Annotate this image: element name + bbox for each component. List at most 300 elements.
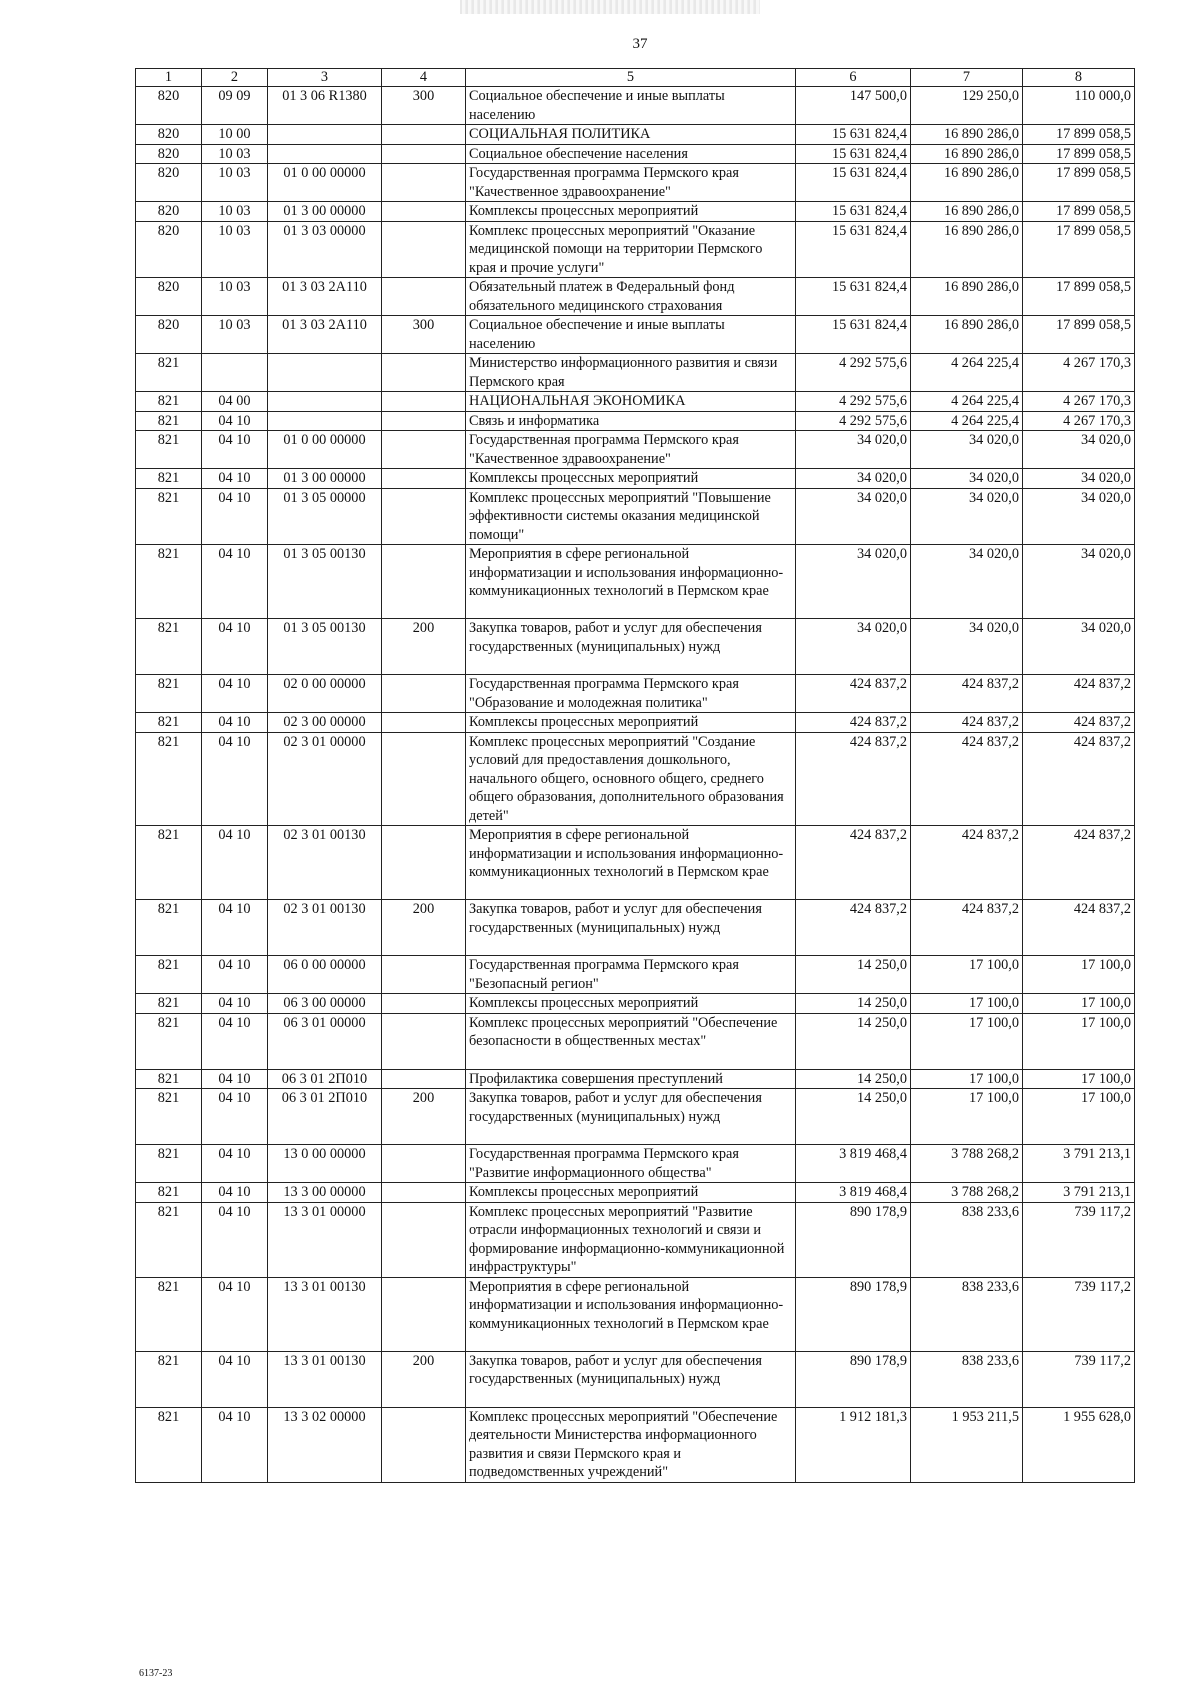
cell-amount-year-2: 424 837,2 [911,713,1023,733]
cell-section-code: 10 03 [202,144,268,164]
cell-expense-type-code [382,354,466,392]
table-row [136,1202,1135,1277]
page-number: 37 [632,36,648,52]
cell-expense-type-code [382,713,466,733]
cell-grbs-code: 821 [136,956,202,994]
cell-amount-year-2: 34 020,0 [911,619,1023,675]
cell-expense-type-code [382,469,466,489]
cell-description: Мероприятия в сфере региональной информатизации и использования информационно-коммуникационных технологий в Пермском крае [466,1277,796,1351]
cell-grbs-code: 821 [136,411,202,431]
cell-amount-year-2: 838 233,6 [911,1202,1023,1277]
cell-expense-type-code [382,545,466,619]
cell-expense-type-code [382,278,466,316]
cell-section-code: 04 10 [202,956,268,994]
table-row [136,713,1135,733]
cell-amount-year-2: 34 020,0 [911,431,1023,469]
cell-amount-year-3: 424 837,2 [1023,732,1135,826]
cell-grbs-code: 821 [136,900,202,956]
cell-amount-year-2: 17 100,0 [911,994,1023,1014]
cell-amount-year-2: 34 020,0 [911,545,1023,619]
cell-description: Комплексы процессных мероприятий [466,202,796,222]
cell-grbs-code: 821 [136,1351,202,1407]
cell-amount-year-2: 424 837,2 [911,900,1023,956]
cell-description: Закупка товаров, работ и услуг для обеспечения государственных (муниципальных) нужд [466,619,796,675]
cell-amount-year-3: 34 020,0 [1023,488,1135,545]
cell-section-code: 04 10 [202,619,268,675]
table-row [136,1069,1135,1089]
cell-grbs-code: 821 [136,713,202,733]
cell-target-article-code: 13 3 01 00000 [268,1202,382,1277]
cell-amount-year-1: 15 631 824,4 [796,144,911,164]
cell-amount-year-2: 17 100,0 [911,1069,1023,1089]
cell-amount-year-3: 739 117,2 [1023,1202,1135,1277]
cell-amount-year-2: 17 100,0 [911,1013,1023,1069]
cell-description: Комплекс процессных мероприятий "Повышение эффективности системы оказания медицинской помощи" [466,488,796,545]
cell-amount-year-2: 17 100,0 [911,956,1023,994]
table-body [136,87,1135,1483]
column-header-3: 3 [268,69,382,87]
cell-description: Министерство информационного развития и связи Пермского края [466,354,796,392]
cell-section-code: 04 10 [202,545,268,619]
cell-amount-year-1: 1 912 181,3 [796,1407,911,1482]
cell-expense-type-code [382,144,466,164]
cell-target-article-code: 06 3 01 2П010 [268,1089,382,1145]
cell-grbs-code: 821 [136,826,202,900]
cell-section-code: 10 03 [202,316,268,354]
cell-target-article-code: 06 3 00 00000 [268,994,382,1014]
cell-amount-year-2: 34 020,0 [911,488,1023,545]
column-header-5: 5 [466,69,796,87]
cell-section-code: 04 10 [202,994,268,1014]
cell-amount-year-2: 424 837,2 [911,675,1023,713]
cell-amount-year-1: 14 250,0 [796,1013,911,1069]
cell-description: Комплексы процессных мероприятий [466,469,796,489]
table-row [136,732,1135,826]
cell-expense-type-code: 200 [382,900,466,956]
column-header-1: 1 [136,69,202,87]
footer-document-code: 6137-23 [139,1668,173,1679]
cell-grbs-code: 821 [136,392,202,412]
cell-amount-year-2: 1 953 211,5 [911,1407,1023,1482]
cell-target-article-code [268,144,382,164]
cell-amount-year-3: 110 000,0 [1023,87,1135,125]
cell-target-article-code: 02 3 01 00000 [268,732,382,826]
cell-section-code: 10 03 [202,278,268,316]
cell-amount-year-1: 34 020,0 [796,469,911,489]
cell-grbs-code: 821 [136,1183,202,1203]
cell-expense-type-code [382,164,466,202]
table-row [136,994,1135,1014]
cell-expense-type-code [382,392,466,412]
cell-target-article-code: 01 3 03 2А110 [268,316,382,354]
cell-amount-year-1: 424 837,2 [796,826,911,900]
table-row [136,545,1135,619]
cell-expense-type-code: 200 [382,619,466,675]
cell-grbs-code: 821 [136,1277,202,1351]
cell-description: Социальное обеспечение и иные выплаты населению [466,87,796,125]
cell-target-article-code [268,411,382,431]
cell-amount-year-2: 4 264 225,4 [911,411,1023,431]
cell-section-code: 04 10 [202,1183,268,1203]
cell-amount-year-3: 17 899 058,5 [1023,202,1135,222]
cell-target-article-code: 01 3 03 00000 [268,221,382,278]
cell-amount-year-1: 14 250,0 [796,994,911,1014]
cell-section-code: 04 10 [202,826,268,900]
cell-expense-type-code [382,202,466,222]
cell-section-code: 04 10 [202,1407,268,1482]
cell-target-article-code: 01 3 00 00000 [268,469,382,489]
cell-section-code: 10 03 [202,202,268,222]
cell-grbs-code: 820 [136,316,202,354]
cell-description: Государственная программа Пермского края "Качественное здравоохранение" [466,431,796,469]
cell-amount-year-1: 34 020,0 [796,431,911,469]
cell-amount-year-1: 34 020,0 [796,619,911,675]
cell-section-code: 04 10 [202,713,268,733]
cell-amount-year-1: 15 631 824,4 [796,125,911,145]
cell-section-code: 04 10 [202,1145,268,1183]
table-row [136,1145,1135,1183]
cell-expense-type-code [382,1202,466,1277]
cell-target-article-code: 13 3 00 00000 [268,1183,382,1203]
cell-amount-year-2: 17 100,0 [911,1089,1023,1145]
cell-amount-year-2: 424 837,2 [911,826,1023,900]
cell-section-code: 04 00 [202,392,268,412]
cell-amount-year-3: 4 267 170,3 [1023,411,1135,431]
table-row [136,87,1135,125]
cell-amount-year-3: 17 899 058,5 [1023,164,1135,202]
table-row [136,392,1135,412]
cell-grbs-code: 821 [136,354,202,392]
cell-amount-year-3: 739 117,2 [1023,1351,1135,1407]
cell-amount-year-2: 16 890 286,0 [911,221,1023,278]
cell-amount-year-3: 4 267 170,3 [1023,392,1135,412]
cell-amount-year-3: 3 791 213,1 [1023,1183,1135,1203]
cell-target-article-code: 06 3 01 00000 [268,1013,382,1069]
cell-section-code: 04 10 [202,1277,268,1351]
table-row [136,1277,1135,1351]
cell-amount-year-2: 3 788 268,2 [911,1183,1023,1203]
cell-description: Государственная программа Пермского края "Безопасный регион" [466,956,796,994]
cell-target-article-code: 06 3 01 2П010 [268,1069,382,1089]
cell-description: Комплекс процессных мероприятий "Развитие отрасли информационных технологий и связи и формирование информационно-коммуникационной инфраструктуры" [466,1202,796,1277]
cell-amount-year-1: 14 250,0 [796,1069,911,1089]
cell-amount-year-2: 16 890 286,0 [911,202,1023,222]
cell-description: Комплексы процессных мероприятий [466,994,796,1014]
cell-amount-year-1: 424 837,2 [796,732,911,826]
cell-target-article-code: 02 3 00 00000 [268,713,382,733]
cell-amount-year-2: 16 890 286,0 [911,316,1023,354]
cell-expense-type-code [382,826,466,900]
table-row [136,619,1135,675]
cell-grbs-code: 821 [136,994,202,1014]
cell-amount-year-1: 14 250,0 [796,1089,911,1145]
cell-amount-year-3: 34 020,0 [1023,469,1135,489]
cell-description: Социальное обеспечение и иные выплаты населению [466,316,796,354]
cell-description: Государственная программа Пермского края "Развитие информационного общества" [466,1145,796,1183]
cell-amount-year-1: 34 020,0 [796,488,911,545]
cell-amount-year-1: 15 631 824,4 [796,316,911,354]
cell-amount-year-3: 34 020,0 [1023,619,1135,675]
cell-amount-year-2: 129 250,0 [911,87,1023,125]
cell-section-code: 04 10 [202,1013,268,1069]
cell-expense-type-code: 200 [382,1089,466,1145]
cell-amount-year-3: 17 100,0 [1023,994,1135,1014]
cell-amount-year-1: 424 837,2 [796,675,911,713]
cell-description: Связь и информатика [466,411,796,431]
cell-grbs-code: 820 [136,144,202,164]
table-row [136,675,1135,713]
cell-expense-type-code [382,956,466,994]
table-row [136,1351,1135,1407]
cell-expense-type-code [382,431,466,469]
cell-section-code: 04 10 [202,732,268,826]
cell-target-article-code [268,125,382,145]
table-row [136,278,1135,316]
cell-amount-year-2: 4 264 225,4 [911,392,1023,412]
column-header-8: 8 [1023,69,1135,87]
cell-grbs-code: 821 [136,1407,202,1482]
cell-amount-year-3: 17 100,0 [1023,1069,1135,1089]
cell-amount-year-1: 15 631 824,4 [796,202,911,222]
table-row [136,1407,1135,1482]
cell-grbs-code: 821 [136,1202,202,1277]
cell-amount-year-2: 838 233,6 [911,1351,1023,1407]
cell-amount-year-2: 838 233,6 [911,1277,1023,1351]
cell-section-code: 09 09 [202,87,268,125]
cell-expense-type-code [382,1145,466,1183]
cell-target-article-code: 13 0 00 00000 [268,1145,382,1183]
header-row [136,69,1135,87]
cell-grbs-code: 821 [136,488,202,545]
table-row [136,164,1135,202]
cell-amount-year-1: 890 178,9 [796,1202,911,1277]
cell-target-article-code [268,392,382,412]
cell-amount-year-3: 424 837,2 [1023,826,1135,900]
cell-amount-year-1: 890 178,9 [796,1277,911,1351]
cell-description: Комплекс процессных мероприятий "Оказание медицинской помощи на территории Пермского края и прочие услуги" [466,221,796,278]
cell-description: Обязательный платеж в Федеральный фонд обязательного медицинского страхования [466,278,796,316]
table-row [136,488,1135,545]
cell-expense-type-code: 300 [382,87,466,125]
column-header-7: 7 [911,69,1023,87]
cell-description: Закупка товаров, работ и услуг для обеспечения государственных (муниципальных) нужд [466,1351,796,1407]
cell-target-article-code: 02 3 01 00130 [268,826,382,900]
cell-amount-year-3: 17 899 058,5 [1023,278,1135,316]
cell-target-article-code: 01 3 05 00130 [268,619,382,675]
cell-target-article-code: 02 0 00 00000 [268,675,382,713]
cell-amount-year-1: 4 292 575,6 [796,411,911,431]
cell-description: Профилактика совершения преступлений [466,1069,796,1089]
cell-target-article-code: 01 3 03 2А110 [268,278,382,316]
cell-grbs-code: 821 [136,1145,202,1183]
table-row [136,1013,1135,1069]
cell-amount-year-3: 17 899 058,5 [1023,221,1135,278]
cell-section-code: 04 10 [202,469,268,489]
table-row [136,144,1135,164]
table-row [136,826,1135,900]
cell-amount-year-3: 739 117,2 [1023,1277,1135,1351]
cell-section-code [202,354,268,392]
cell-description: Комплексы процессных мероприятий [466,713,796,733]
cell-description: Закупка товаров, работ и услуг для обеспечения государственных (муниципальных) нужд [466,1089,796,1145]
cell-amount-year-1: 3 819 468,4 [796,1183,911,1203]
cell-amount-year-2: 3 788 268,2 [911,1145,1023,1183]
cell-expense-type-code [382,1277,466,1351]
cell-amount-year-3: 17 100,0 [1023,1089,1135,1145]
cell-amount-year-1: 34 020,0 [796,545,911,619]
cell-section-code: 04 10 [202,1202,268,1277]
cell-target-article-code: 01 3 00 00000 [268,202,382,222]
cell-target-article-code: 06 0 00 00000 [268,956,382,994]
cell-target-article-code: 02 3 01 00130 [268,900,382,956]
cell-description: НАЦИОНАЛЬНАЯ ЭКОНОМИКА [466,392,796,412]
column-header-4: 4 [382,69,466,87]
cell-description: Комплекс процессных мероприятий "Обеспечение безопасности в общественных местах" [466,1013,796,1069]
cell-amount-year-3: 424 837,2 [1023,675,1135,713]
cell-target-article-code: 01 3 05 00000 [268,488,382,545]
cell-expense-type-code: 300 [382,316,466,354]
table-row [136,125,1135,145]
cell-grbs-code: 820 [136,87,202,125]
cell-amount-year-1: 15 631 824,4 [796,221,911,278]
cell-amount-year-1: 15 631 824,4 [796,278,911,316]
cell-expense-type-code: 200 [382,1351,466,1407]
cell-grbs-code: 821 [136,431,202,469]
cell-amount-year-3: 424 837,2 [1023,713,1135,733]
cell-description: Комплекс процессных мероприятий "Создание условий для предоставления дошкольного, начального общего, основного общего, среднего общего образования, дополнительного образования детей" [466,732,796,826]
table-row [136,354,1135,392]
cell-grbs-code: 820 [136,278,202,316]
cell-amount-year-1: 15 631 824,4 [796,164,911,202]
cell-grbs-code: 821 [136,619,202,675]
cell-grbs-code: 821 [136,1013,202,1069]
cell-description: Мероприятия в сфере региональной информатизации и использования информационно-коммуникационных технологий в Пермском крае [466,826,796,900]
cell-expense-type-code [382,125,466,145]
cell-expense-type-code [382,1069,466,1089]
cell-amount-year-3: 17 100,0 [1023,956,1135,994]
cell-grbs-code: 820 [136,221,202,278]
table-row [136,956,1135,994]
cell-grbs-code: 821 [136,469,202,489]
cell-target-article-code: 13 3 02 00000 [268,1407,382,1482]
cell-grbs-code: 820 [136,202,202,222]
cell-description: Комплексы процессных мероприятий [466,1183,796,1203]
cell-expense-type-code [382,1407,466,1482]
cell-amount-year-2: 16 890 286,0 [911,144,1023,164]
budget-table [135,68,1135,1483]
cell-amount-year-2: 4 264 225,4 [911,354,1023,392]
cell-amount-year-3: 4 267 170,3 [1023,354,1135,392]
cell-section-code: 04 10 [202,488,268,545]
cell-expense-type-code [382,675,466,713]
cell-expense-type-code [382,994,466,1014]
cell-grbs-code: 821 [136,1069,202,1089]
cell-section-code: 04 10 [202,411,268,431]
cell-expense-type-code [382,732,466,826]
scan-artifact [460,0,760,14]
cell-amount-year-2: 424 837,2 [911,732,1023,826]
cell-grbs-code: 821 [136,732,202,826]
cell-amount-year-1: 147 500,0 [796,87,911,125]
cell-amount-year-1: 424 837,2 [796,713,911,733]
cell-grbs-code: 820 [136,164,202,202]
column-header-2: 2 [202,69,268,87]
cell-section-code: 04 10 [202,900,268,956]
cell-amount-year-1: 14 250,0 [796,956,911,994]
cell-section-code: 04 10 [202,1069,268,1089]
cell-target-article-code: 01 3 05 00130 [268,545,382,619]
cell-amount-year-1: 424 837,2 [796,900,911,956]
cell-amount-year-2: 16 890 286,0 [911,278,1023,316]
table-row [136,1089,1135,1145]
table-row [136,1183,1135,1203]
cell-description: Государственная программа Пермского края "Образование и молодежная политика" [466,675,796,713]
table-row [136,900,1135,956]
cell-description: Закупка товаров, работ и услуг для обеспечения государственных (муниципальных) нужд [466,900,796,956]
table-row [136,469,1135,489]
cell-expense-type-code [382,488,466,545]
table-row [136,411,1135,431]
cell-amount-year-1: 4 292 575,6 [796,354,911,392]
cell-amount-year-3: 424 837,2 [1023,900,1135,956]
cell-target-article-code [268,354,382,392]
cell-amount-year-3: 3 791 213,1 [1023,1145,1135,1183]
cell-amount-year-3: 34 020,0 [1023,545,1135,619]
cell-expense-type-code [382,1013,466,1069]
cell-amount-year-3: 17 100,0 [1023,1013,1135,1069]
column-header-6: 6 [796,69,911,87]
cell-section-code: 10 03 [202,164,268,202]
cell-description: Государственная программа Пермского края "Качественное здравоохранение" [466,164,796,202]
cell-amount-year-3: 17 899 058,5 [1023,125,1135,145]
cell-target-article-code: 01 0 00 00000 [268,164,382,202]
cell-section-code: 10 03 [202,221,268,278]
table-row [136,316,1135,354]
cell-amount-year-3: 17 899 058,5 [1023,316,1135,354]
cell-target-article-code: 01 3 06 R1380 [268,87,382,125]
cell-section-code: 04 10 [202,1351,268,1407]
cell-description: Комплекс процессных мероприятий "Обеспечение деятельности Министерства информационного развития и связи Пермского края и подведомственных учреждений" [466,1407,796,1482]
cell-description: Социальное обеспечение населения [466,144,796,164]
cell-description: СОЦИАЛЬНАЯ ПОЛИТИКА [466,125,796,145]
cell-amount-year-3: 17 899 058,5 [1023,144,1135,164]
cell-amount-year-1: 4 292 575,6 [796,392,911,412]
cell-target-article-code: 13 3 01 00130 [268,1351,382,1407]
cell-target-article-code: 13 3 01 00130 [268,1277,382,1351]
cell-expense-type-code [382,411,466,431]
table-row [136,431,1135,469]
cell-amount-year-3: 34 020,0 [1023,431,1135,469]
cell-grbs-code: 821 [136,1089,202,1145]
cell-section-code: 04 10 [202,675,268,713]
cell-grbs-code: 821 [136,675,202,713]
table-row [136,202,1135,222]
cell-amount-year-2: 16 890 286,0 [911,125,1023,145]
cell-amount-year-3: 1 955 628,0 [1023,1407,1135,1482]
cell-grbs-code: 821 [136,545,202,619]
cell-section-code: 10 00 [202,125,268,145]
cell-section-code: 04 10 [202,1089,268,1145]
cell-expense-type-code [382,1183,466,1203]
cell-amount-year-2: 16 890 286,0 [911,164,1023,202]
table-row [136,221,1135,278]
budget-table-container [135,68,1134,1483]
cell-amount-year-2: 34 020,0 [911,469,1023,489]
cell-amount-year-1: 890 178,9 [796,1351,911,1407]
cell-section-code: 04 10 [202,431,268,469]
cell-grbs-code: 820 [136,125,202,145]
cell-expense-type-code [382,221,466,278]
